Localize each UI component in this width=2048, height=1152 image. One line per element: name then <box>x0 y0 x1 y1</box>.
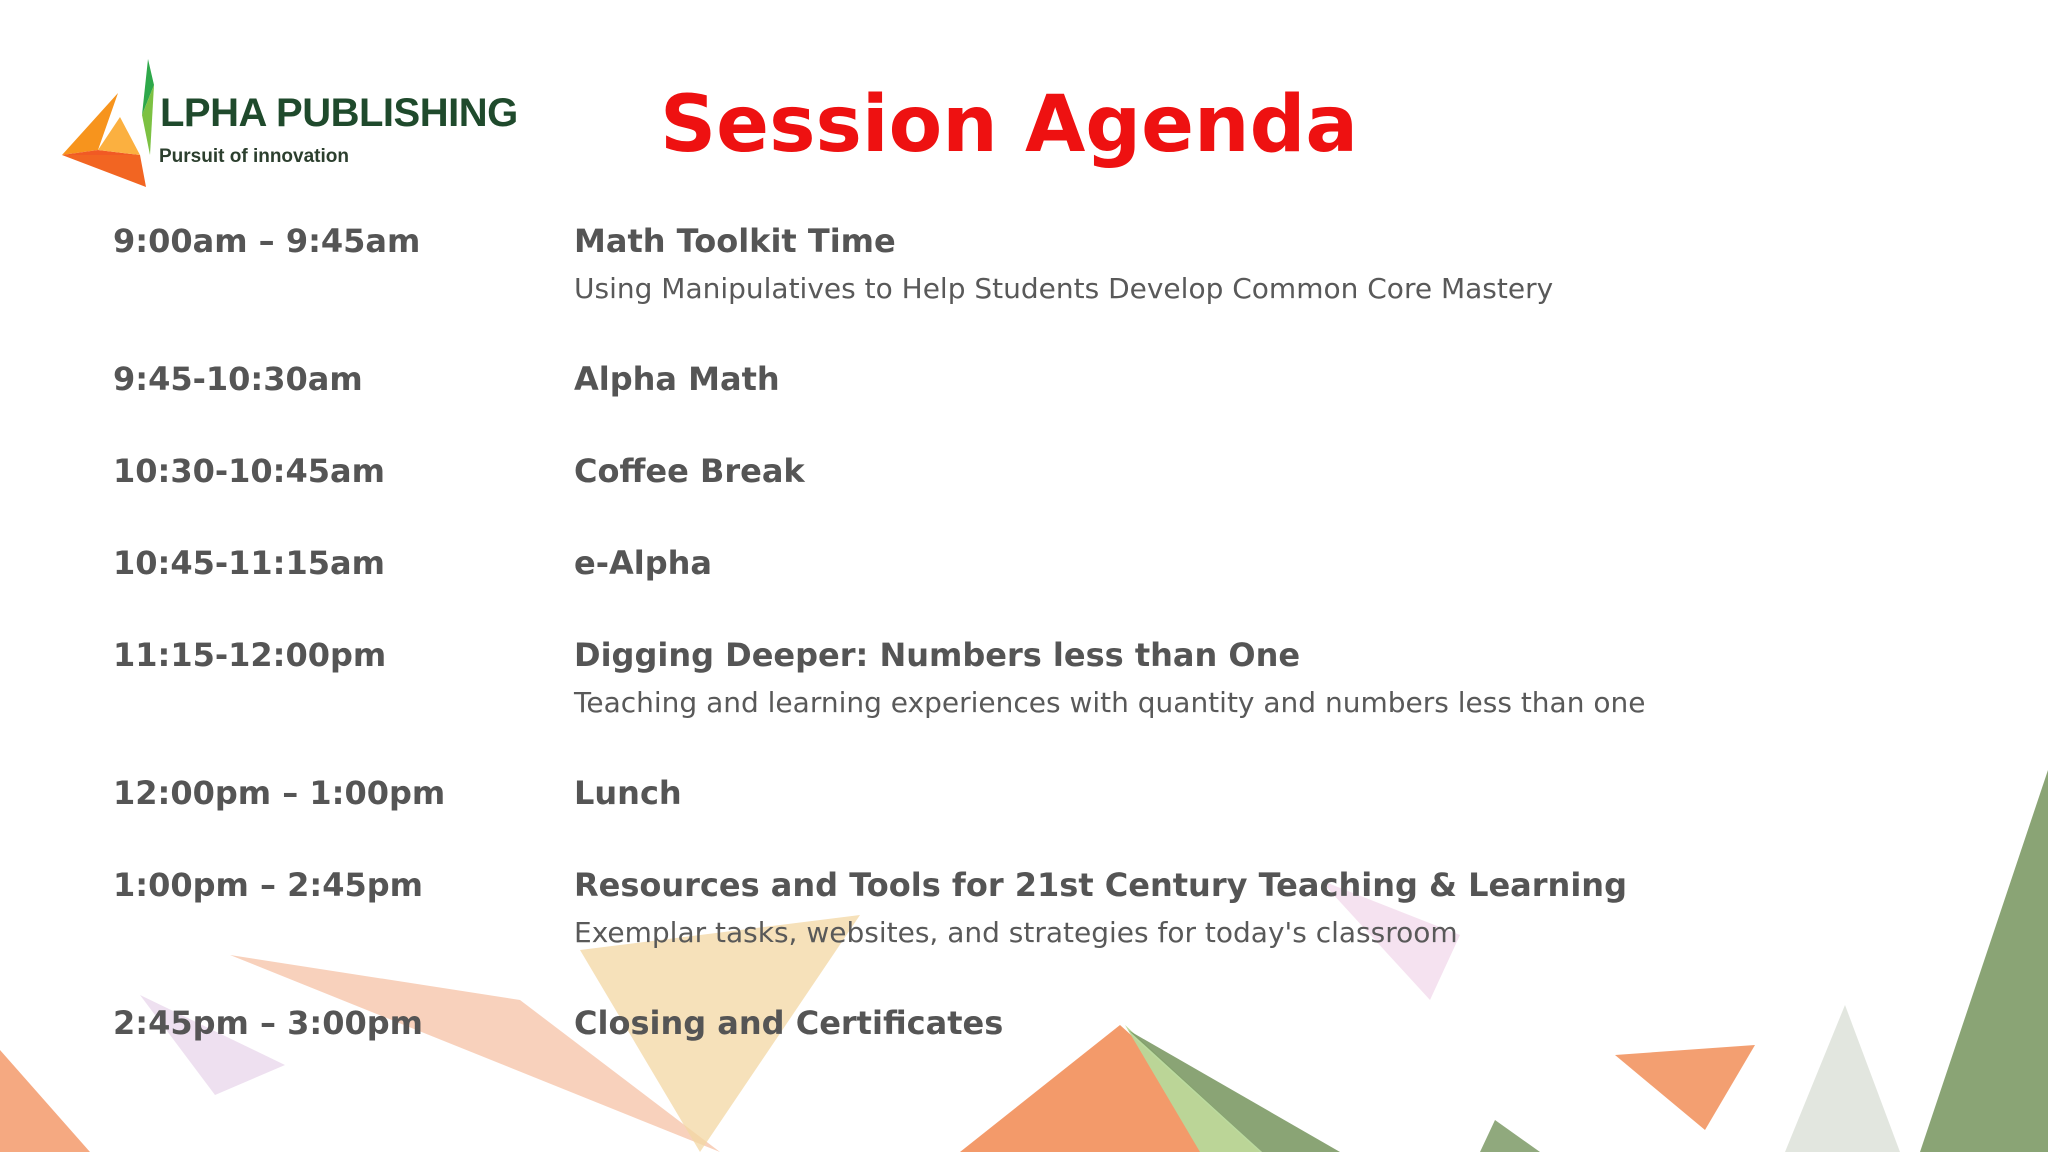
bg-triangle <box>1785 1005 1900 1152</box>
bg-triangle <box>1615 1045 1755 1130</box>
bg-triangle <box>1920 770 2048 1152</box>
agenda-time: 1:00pm – 2:45pm <box>113 866 423 904</box>
agenda-topic: Digging Deeper: Numbers less than One <box>574 636 1301 674</box>
agenda-time: 12:00pm – 1:00pm <box>113 774 446 812</box>
triangle-logo-icon <box>58 55 158 190</box>
agenda-description: Using Manipulatives to Help Students Develop Common Core Mastery <box>574 272 1554 305</box>
agenda-topic: Lunch <box>574 774 682 812</box>
logo-tagline: Pursuit of innovation <box>159 146 349 167</box>
agenda-topic: e-Alpha <box>574 544 712 582</box>
agenda-topic: Resources and Tools for 21st Century Teaching & Learning <box>574 866 1627 904</box>
company-logo <box>58 55 518 190</box>
logo-name: LPHA PUBLISHING <box>160 91 518 135</box>
agenda-time: 10:30-10:45am <box>113 452 385 490</box>
agenda-time: 2:45pm – 3:00pm <box>113 1004 423 1042</box>
agenda-description: Teaching and learning experiences with quantity and numbers less than one <box>574 686 1646 719</box>
agenda-topic: Closing and Certificates <box>574 1004 1004 1042</box>
page-title: Session Agenda <box>660 80 1359 170</box>
bg-triangle <box>1480 1120 1540 1152</box>
agenda-topic: Alpha Math <box>574 360 780 398</box>
agenda-topic: Math Toolkit Time <box>574 222 896 260</box>
agenda-time: 9:00am – 9:45am <box>113 222 421 260</box>
agenda-description: Exemplar tasks, websites, and strategies for today's classroom <box>574 916 1458 949</box>
agenda-time: 11:15-12:00pm <box>113 636 387 674</box>
agenda-time: 9:45-10:30am <box>113 360 363 398</box>
bg-triangle <box>0 1050 90 1152</box>
agenda-time: 10:45-11:15am <box>113 544 385 582</box>
agenda-topic: Coffee Break <box>574 452 805 490</box>
